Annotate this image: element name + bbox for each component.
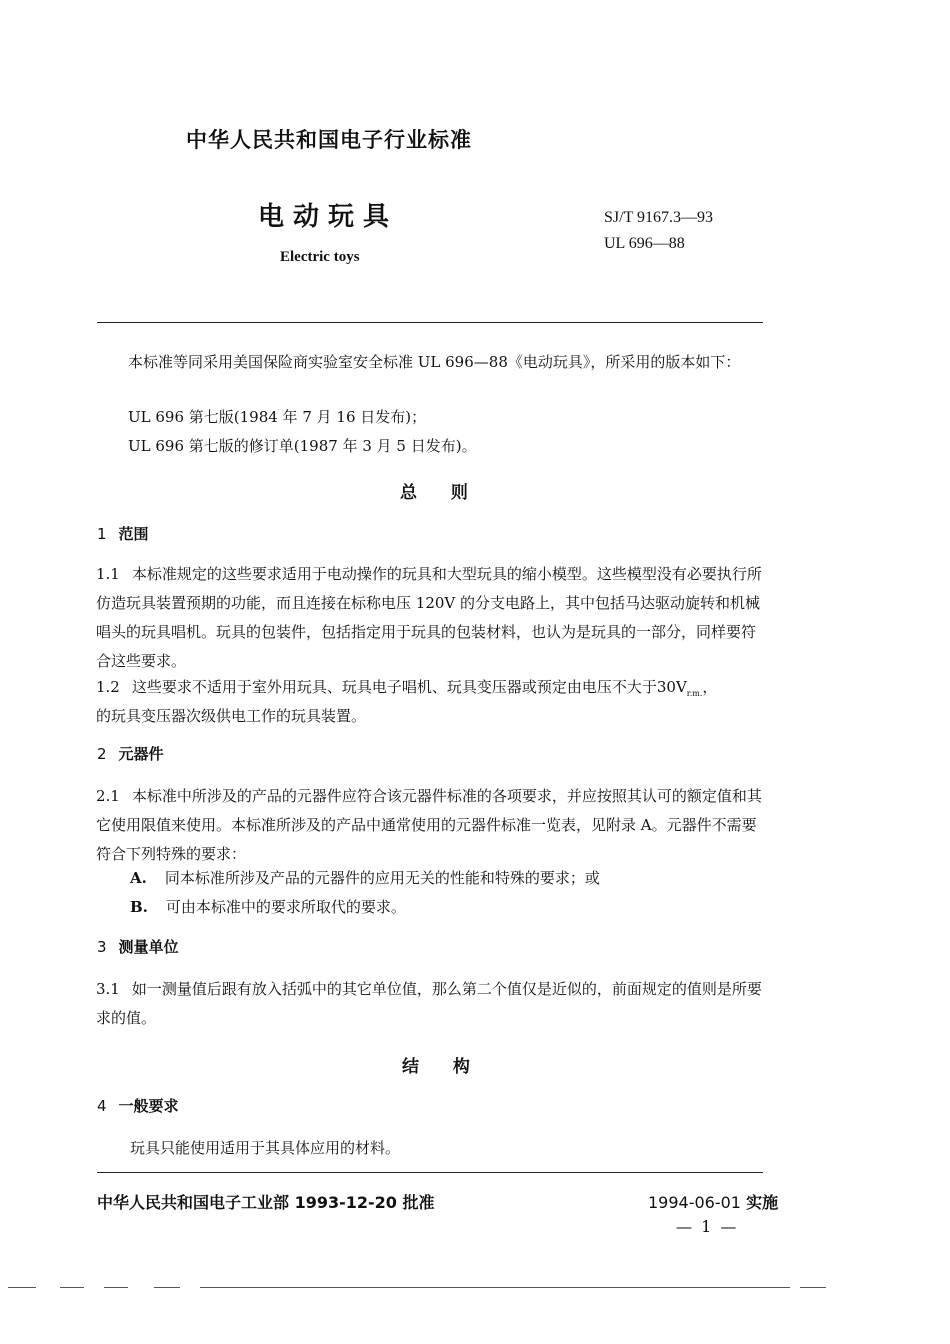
bottom-divider <box>97 1172 763 1173</box>
clause-3-1-number: 3.1 <box>96 980 120 998</box>
implementation-date: 1994-06-01 <box>648 1193 741 1212</box>
standard-codes <box>604 205 713 257</box>
clause-4-text: 玩具只能使用适用于其具体应用的材料。 <box>130 1139 401 1157</box>
clause-4-heading <box>97 1095 179 1116</box>
section-heading-general: 总 则 <box>400 483 482 503</box>
standard-code-ul: UL 696—88 <box>604 235 685 252</box>
clause-1-heading <box>97 523 149 544</box>
list-item-a <box>130 867 600 888</box>
list-item-b <box>130 896 406 917</box>
intro-version-2: UL 696 第七版的修订单(1987 年 3 月 5 日发布)。 <box>128 437 477 455</box>
list-item-b-text: 可由本标准中的要求所取代的要求。 <box>165 898 406 916</box>
clause-2-1 <box>96 782 764 869</box>
issuer-title: 中华人民共和国电子行业标准 <box>186 128 472 152</box>
scan-artifact-dash <box>800 1287 826 1288</box>
clause-1-title: 范围 <box>118 525 149 543</box>
scan-artifact-dash <box>60 1287 84 1288</box>
clause-3-heading <box>97 936 179 957</box>
clause-3-1 <box>96 975 764 1033</box>
clause-1-1-text: 本标准规定的这些要求适用于电动操作的玩具和大型玩具的缩小模型。这些模型没有必要执行所仿造玩具装置预期的功能，而且连接在标称电压 120V 的分支电路上，其中包括马达驱动旋转和机械唱头的玩具唱机。玩具的包装件，包括指定用于玩具的包装材料，也认为是玩具的一部分，同样要符合这些要求。 <box>96 565 762 670</box>
standard-code-sj: SJ/T 9167.3—93 <box>604 209 714 226</box>
clause-2-number: 2 <box>97 745 107 763</box>
scan-artifact-dash <box>8 1287 36 1288</box>
list-item-b-label: B. <box>130 898 148 916</box>
clause-1-2-comma: ， <box>702 678 718 696</box>
clause-1-1-number: 1.1 <box>96 565 120 583</box>
page-number: — 1 — <box>676 1217 739 1236</box>
clause-1-2-text: 这些要求不适用于室外用玩具、玩具电子唱机、玩具变压器或预定由电压不大于30V <box>131 678 687 696</box>
clause-3-title: 测量单位 <box>118 938 179 956</box>
document-title: 电动玩具 <box>258 202 399 232</box>
implementation-line <box>648 1190 778 1213</box>
clause-4-number: 4 <box>97 1097 107 1115</box>
scan-artifact-line <box>200 1287 790 1288</box>
intro-paragraph: 本标准等同采用美国保险商实验室安全标准 UL 696—88《电动玩具》，所采用的版本如下： <box>128 353 741 371</box>
implementation-label: 实施 <box>746 1193 779 1212</box>
top-divider <box>97 322 763 323</box>
clause-1-2-line2: 的玩具变压器次级供电工作的玩具装置。 <box>96 707 367 725</box>
list-item-a-label: A. <box>130 869 147 887</box>
clause-2-1-text: 本标准中所涉及的产品的元器件应符合该元器件标准的各项要求，并应按照其认可的额定值和其它使用限值来使用。本标准所涉及的产品中通常使用的元器件标准一览表，见附录 A。元器件不需要符合下列特殊的要求： <box>96 787 762 863</box>
rms-subscript: r.m. <box>686 689 703 698</box>
clause-4-title: 一般要求 <box>118 1097 179 1115</box>
clause-1-number: 1 <box>97 525 107 543</box>
scan-artifact-dash <box>104 1287 128 1288</box>
section-heading-structure: 结 构 <box>402 1057 484 1077</box>
document-title-english: Electric toys <box>280 249 360 265</box>
clause-2-heading <box>97 743 164 764</box>
clause-1-2-number: 1.2 <box>96 678 120 696</box>
approval-line: 中华人民共和国电子工业部 1993-12-20 批准 <box>97 1193 435 1212</box>
intro-version-1: UL 696 第七版(1984 年 7 月 16 日发布)； <box>128 408 427 426</box>
clause-3-number: 3 <box>97 938 107 956</box>
clause-3-1-text: 如一测量值后跟有放入括弧中的其它单位值，那么第二个值仅是近似的，前面规定的值则是所要求的值。 <box>96 980 762 1027</box>
clause-2-1-number: 2.1 <box>96 787 120 805</box>
list-item-a-text: 同本标准所涉及产品的元器件的应用无关的性能和特殊的要求；或 <box>164 869 600 887</box>
scan-artifact-dash <box>154 1287 180 1288</box>
clause-2-title: 元器件 <box>118 745 164 763</box>
clause-1-1 <box>96 560 764 676</box>
clause-1-2 <box>96 676 717 698</box>
